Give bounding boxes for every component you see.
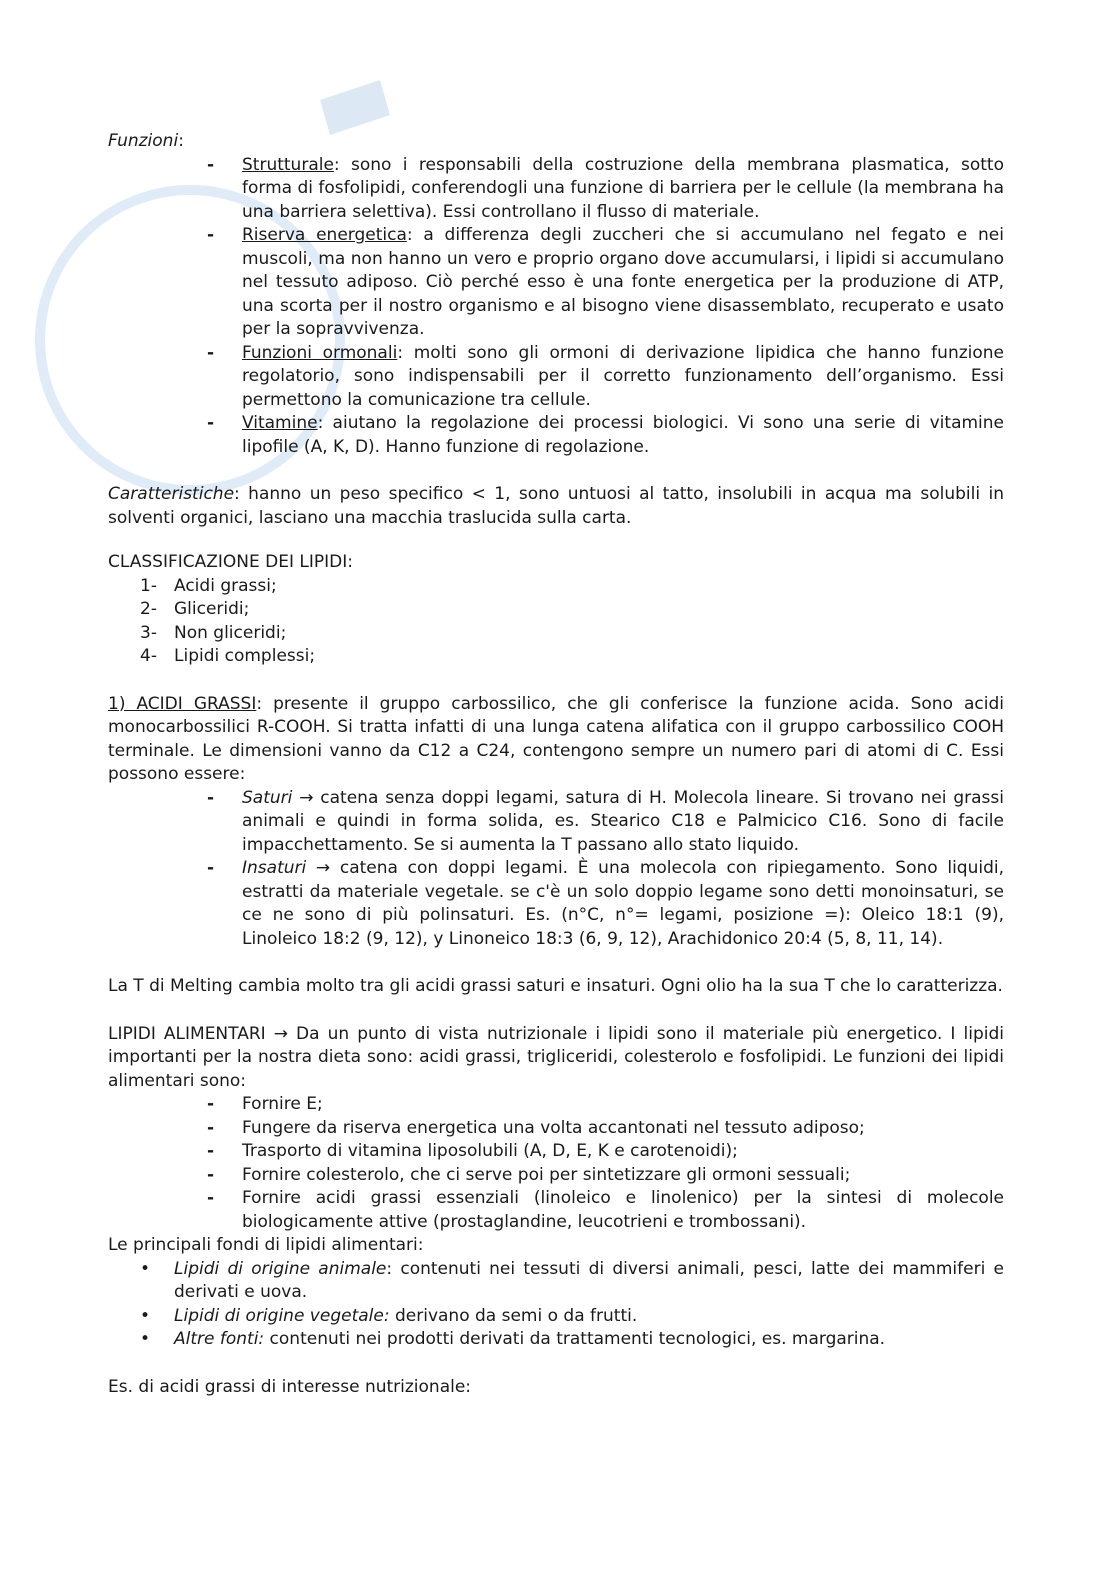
list-item: - Fungere da riserva energetica una volta accantonati nel tessuto adiposo; [108, 1117, 1004, 1141]
list-item: - Insaturi → catena con doppi legami. È una molecola con ripiegamento. Sono liquidi, estratti da materiale vegetale. se c'è un solo doppio legame sono detti monoinsaturi, se ce ne sono di più polinsaturi. Es. (n°C, n°= legami, posizione =): Oleico 18:1 (9), Linoleico 18:2 (9, 12), y Linoneico 18:3 (6, 9, 12), Arachidonico 20:4 (5, 8, 11, 14). [108, 857, 1004, 951]
list-item: 1- Acidi grassi; [140, 575, 277, 596]
list-item: • Altre fonti: contenuti nei prodotti derivati da trattamenti tecnologici, es. margarina. [108, 1328, 1004, 1352]
list-item: - Riserva energetica: a differenza degli zuccheri che si accumulano nel fegato e nei muscoli, ma non hanno un vero e proprio organo dove accumularsi, i lipidi si accumulano nel tessuto adiposo. Ciò perché esso è una fonte energetica per la produzione di ATP, una scorta per il nostro organismo e al bisogno viene disassemblato, recuperato e usato per la sopravvivenza. [108, 224, 1004, 342]
acidi-grassi-list [108, 787, 1004, 952]
fonti-list [108, 1258, 1004, 1352]
list-item: 2- Gliceridi; [140, 599, 250, 619]
esempi-paragraph: Es. di acidi grassi di interesse nutrizionale: [108, 1376, 472, 1397]
list-item: - Fornire colesterolo, che ci serve poi per sintetizzare gli ormoni sessuali; [108, 1164, 1004, 1188]
list-item: • Lipidi di origine vegetale: derivano da semi o da frutti. [108, 1305, 1004, 1329]
funzioni-list [108, 154, 1004, 460]
lipidi-alimentari-paragraph: LIPIDI ALIMENTARI → Da un punto di vista nutrizionale i lipidi sono il materiale più energetico. I lipidi importanti per la nostra dieta sono: acidi grassi, trigliceridi, colesterolo e fosfolipidi. Le funzioni dei lipidi alimentari sono: [108, 1023, 1004, 1091]
watermark-cap-icon [320, 80, 390, 135]
list-item: 4- Lipidi complessi; [140, 646, 316, 666]
list-item: - Fornire E; [108, 1093, 1004, 1117]
fonti-intro: Le principali fondi di lipidi alimentari: [108, 1235, 424, 1255]
list-item: • Lipidi di origine animale: contenuti nei tessuti di diversi animali, pesci, latte dei mammiferi e derivati e uova. [108, 1258, 1004, 1305]
classificazione-list [108, 575, 1004, 669]
list-item: 3- Non gliceridi; [140, 622, 287, 643]
list-item: - Funzioni ormonali: molti sono gli ormoni di derivazione lipidica che hanno funzione regolatorio, sono indispensabili per il corretto funzionamento dell’organismo. Essi permettono la comunicazione tra cellule. [108, 342, 1004, 413]
list-item: - Trasporto di vitamina liposolubili (A, D, E, K e carotenoidi); [108, 1140, 1004, 1164]
list-item: - Strutturale: sono i responsabili della costruzione della membrana plasmatica, sotto forma di fosfolipidi, conferendogli una funzione di barriera per le cellule (la membrana ha una barriera selettiva). Essi controllano il flusso di materiale. [108, 154, 1004, 225]
classificazione-heading: CLASSIFICAZIONE DEI LIPIDI: [108, 552, 353, 572]
list-item: - Saturi → catena senza doppi legami, satura di H. Molecola lineare. Si trovano nei grassi animali e quindi in forma solida, es. Stearico C18 e Palmicico C16. Sono di facile impacchettamento. Se si aumenta la T passano allo stato liquido. [108, 787, 1004, 858]
list-item: - Fornire acidi grassi essenziali (linoleico e linolenico) per la sintesi di molecole biologicamente attive (prostaglandine, leucotrieni e trombossani). [108, 1187, 1004, 1234]
melting-paragraph: La T di Melting cambia molto tra gli acidi grassi saturi e insaturi. Ogni olio ha la sua T che lo caratterizza. [108, 976, 1003, 996]
lipidi-alimentari-list [108, 1093, 1004, 1234]
document-page [108, 130, 1004, 1399]
acidi-grassi-paragraph: 1) ACIDI GRASSI: presente il gruppo carbossilico, che gli conferisce la funzione acida. Sono acidi monocarbossilici R-COOH. Si tratta infatti di una lunga catena alifatica con il gruppo carbossilico COOH terminale. Le dimensioni vanno da C12 a C24, contengono sempre un numero pari di atomi di C. Essi possono essere: [108, 693, 1004, 784]
list-item: - Vitamine: aiutano la regolazione dei processi biologici. Vi sono una serie di vitamine lipofile (A, K, D). Hanno funzione di regolazione. [108, 412, 1004, 459]
funzioni-heading: Funzioni: [108, 131, 184, 151]
caratteristiche-paragraph: Caratteristiche: hanno un peso specifico < 1, sono untuosi al tatto, insolubili in acqua ma solubili in solventi organici, lasciano una macchia traslucida sulla carta. [108, 484, 1004, 528]
